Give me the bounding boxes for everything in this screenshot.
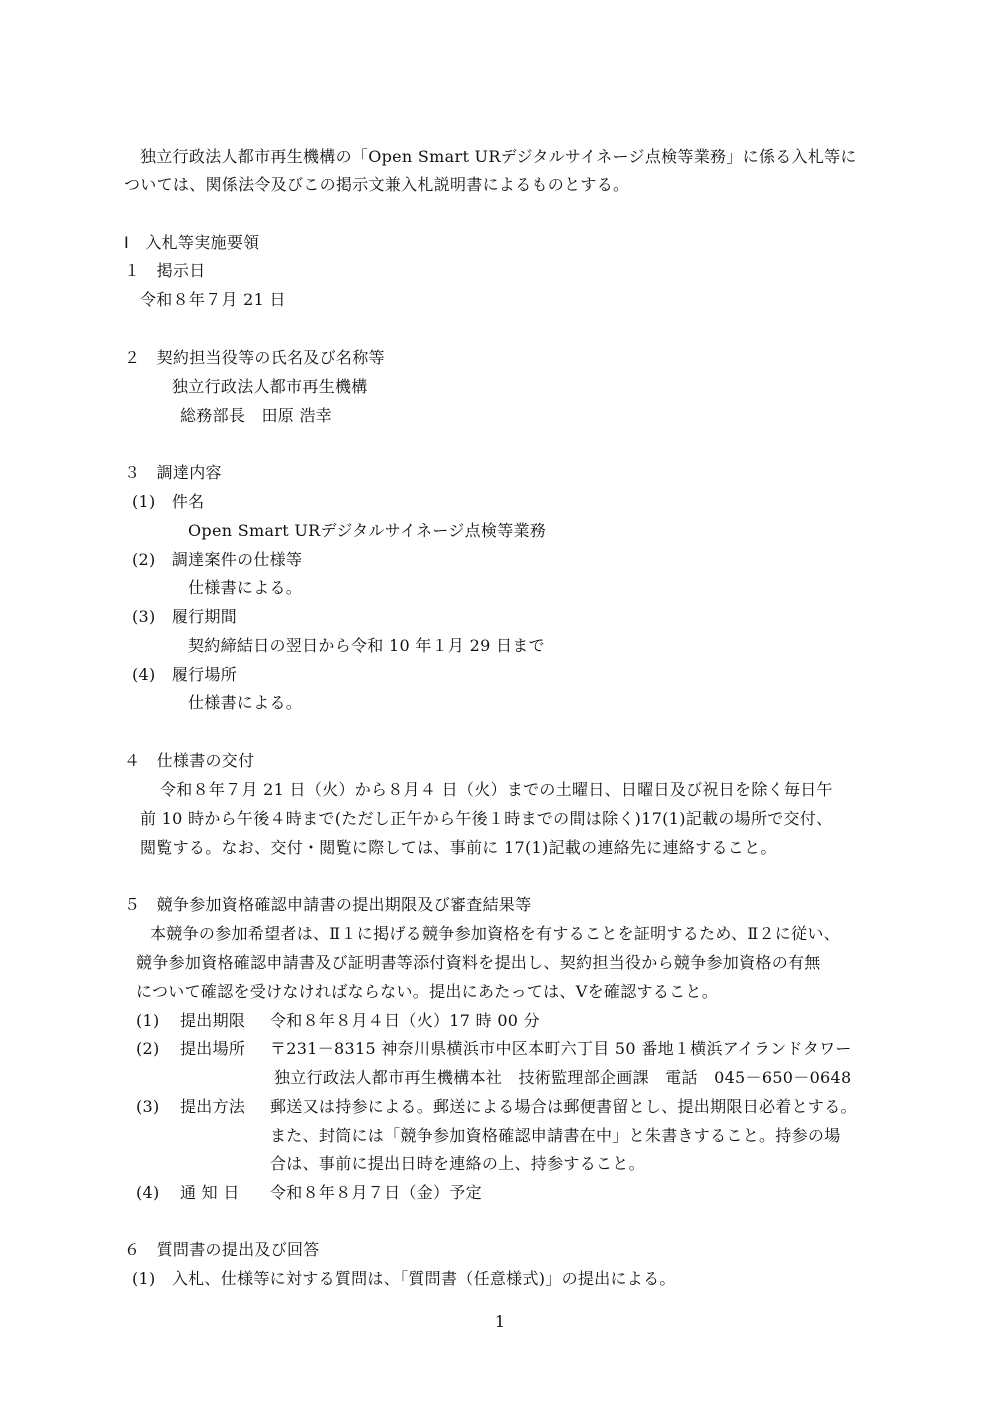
section-3-item-value: 仕様書による。 [188, 693, 303, 712]
section-3-item-value: Open Smart URデジタルサイネージ点検等業務 [188, 521, 547, 540]
intro-line-2: ついては、関係法令及びこの掲示文兼入札説明書によるものとする。 [124, 175, 630, 194]
section-5-item-value: 独立行政法人都市再生機構本社 技術監理部企画課 電話 045－650－0648 [274, 1068, 852, 1087]
section-5-item-value: また、封筒には「競争参加資格確認申請書在中」と朱書きすること。持参の場 [270, 1126, 841, 1145]
section-6-heading: ６ 質問書の提出及び回答 [124, 1240, 320, 1259]
section-5-item-number: (2) [136, 1039, 160, 1058]
section-5-item-number: (3) [136, 1097, 160, 1116]
section-6-item: (1) 入札、仕様等に対する質問は、「質問書（任意様式)」の提出による。 [132, 1269, 676, 1288]
intro-line-1: 独立行政法人都市再生機構の「Open Smart URデジタルサイネージ点検等業務」に係る入札等に [140, 147, 857, 166]
section-5-item-number: (1) [136, 1011, 160, 1030]
section-5-line: 本競争の参加希望者は、Ⅱ１に掲げる競争参加資格を有することを証明するため、Ⅱ２に従い、 [150, 924, 841, 943]
section-3-heading: ３ 調達内容 [124, 463, 222, 482]
posting-date: 令和８年７月 21 日 [140, 290, 286, 309]
page-number: 1 [494, 1312, 506, 1331]
section-5-line: 競争参加資格確認申請書及び証明書等添付資料を提出し、契約担当役から競争参加資格の有無 [136, 953, 821, 972]
section-5-item-value: 令和８年８月７日（金）予定 [270, 1183, 482, 1202]
section-4-heading: ４ 仕様書の交付 [124, 751, 255, 770]
section-3-item-value: 契約締結日の翌日から令和 10 年１月 29 日まで [188, 636, 545, 655]
section-5-line: について確認を受けなければならない。提出にあたっては、Ⅴを確認すること。 [136, 982, 719, 1001]
section-3-item-label: (2) 調達案件の仕様等 [132, 550, 303, 569]
section-5-item-value: 郵送又は持参による。郵送による場合は郵便書留とし、提出期限日必着とする。 [270, 1097, 857, 1116]
section-4-line: 令和８年７月 21 日（火）から８月４ 日（火）までの土曜日、日曜日及び祝日を除く毎日午 [160, 780, 833, 799]
section-5-item-value: 令和８年８月４日（火）17 時 00 分 [270, 1011, 540, 1030]
section-5-item-label: 提出期限 [180, 1011, 246, 1030]
section-3-item-label: (3) 履行期間 [132, 607, 238, 626]
part-heading: Ⅰ 入札等実施要領 [124, 233, 260, 252]
section-3-item-label: (1) 件名 [132, 492, 205, 511]
section-4-line: 前 10 時から午後４時まで(ただし正午から午後１時までの間は除く)17(1)記載の場所で交付、 [140, 809, 833, 828]
section-5-item-label: 提出方法 [180, 1097, 246, 1116]
section-2-heading: ２ 契約担当役等の氏名及び名称等 [124, 348, 385, 367]
section-5-heading: ５ 競争参加資格確認申請書の提出期限及び審査結果等 [124, 895, 532, 914]
contract-officer: 総務部長 田原 浩幸 [180, 406, 333, 425]
section-5-item-value: 合は、事前に提出日時を連絡の上、持参すること。 [270, 1154, 645, 1173]
section-5-item-number: (4) [136, 1183, 160, 1202]
section-4-line: 閲覧する。なお、交付・閲覧に際しては、事前に 17(1)記載の連絡先に連絡すること。 [140, 838, 777, 857]
section-5-item-label: 通 知 日 [180, 1183, 240, 1202]
organization-name: 独立行政法人都市再生機構 [172, 377, 368, 396]
section-1-heading: １ 掲示日 [124, 261, 206, 280]
section-5-item-value: 〒231－8315 神奈川県横浜市中区本町六丁目 50 番地１横浜アイランドタワー [270, 1039, 852, 1058]
section-3-item-value: 仕様書による。 [188, 578, 303, 597]
section-5-item-label: 提出場所 [180, 1039, 246, 1058]
section-3-item-label: (4) 履行場所 [132, 665, 238, 684]
